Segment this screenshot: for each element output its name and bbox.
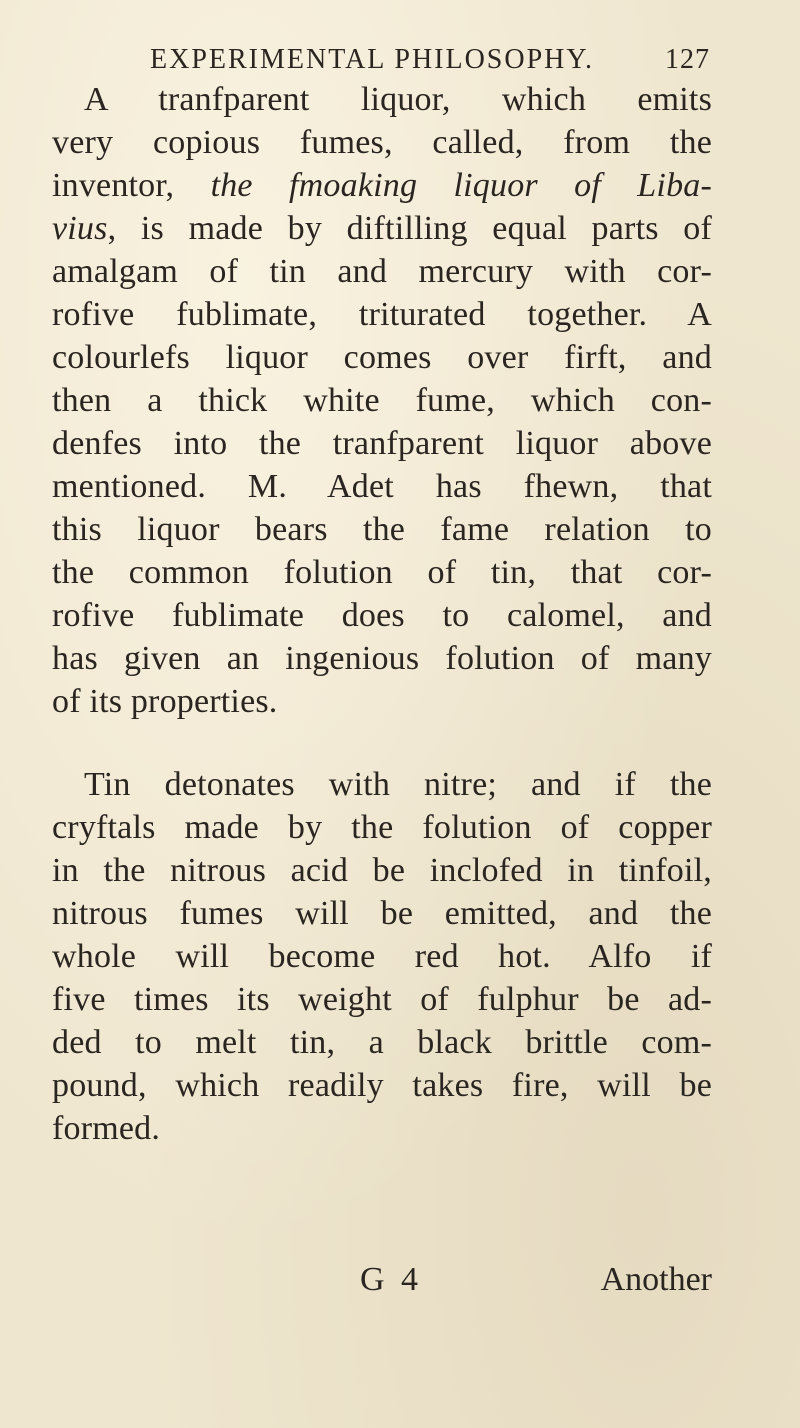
catchword: Another xyxy=(600,1261,712,1298)
text-line: colourlefs liquor comes over firft, and xyxy=(52,339,712,376)
page-number: 127 xyxy=(665,44,710,75)
text-line: the common folution of tin, that cor- xyxy=(52,554,712,591)
text-line: five times its weight of fulphur be ad- xyxy=(52,981,712,1018)
running-head-title: EXPERIMENTAL PHILOSOPHY. xyxy=(150,44,595,75)
text-line: Tin detonates with nitre; and if the xyxy=(84,766,712,803)
text-line: inventor, the fmoaking liquor of Liba- xyxy=(52,167,712,204)
paragraph-1 xyxy=(52,78,712,723)
text-line: denfes into the tranfparent liquor above xyxy=(52,425,712,462)
text-line: in the nitrous acid be inclofed in tinfoil, xyxy=(52,852,712,889)
text-line: whole will become red hot. Alfo if xyxy=(52,938,712,975)
text-line: pound, which readily takes fire, will be xyxy=(52,1067,712,1104)
text-line: A tranfparent liquor, which emits xyxy=(84,81,712,118)
text-line: mentioned. M. Adet has fhewn, that xyxy=(52,468,712,505)
text-line: this liquor bears the fame relation to xyxy=(52,511,712,548)
running-head xyxy=(150,40,710,80)
signature-mark: G 4 xyxy=(360,1261,423,1298)
text-line: has given an ingenious folution of many xyxy=(52,640,712,677)
text-line: vius, is made by diftilling equal parts of xyxy=(52,210,712,247)
paragraph-gap xyxy=(52,723,712,763)
paragraph-2 xyxy=(52,763,712,1150)
text-line: ded to melt tin, a black brittle com- xyxy=(52,1024,712,1061)
page-foot xyxy=(52,1255,712,1305)
text-line: nitrous fumes will be emitted, and the xyxy=(52,895,712,932)
text-line: amalgam of tin and mercury with cor- xyxy=(52,253,712,290)
text-line: rofive fublimate does to calomel, and xyxy=(52,597,712,634)
text-line: rofive fublimate, triturated together. A xyxy=(52,296,712,333)
text-line: cryftals made by the folution of copper xyxy=(52,809,712,846)
text-line: then a thick white fume, which con- xyxy=(52,382,712,419)
text-line: of its properties. xyxy=(52,683,278,720)
body-text xyxy=(52,78,712,1150)
text-line: very copious fumes, called, from the xyxy=(52,124,712,161)
text-line: formed. xyxy=(52,1110,161,1147)
